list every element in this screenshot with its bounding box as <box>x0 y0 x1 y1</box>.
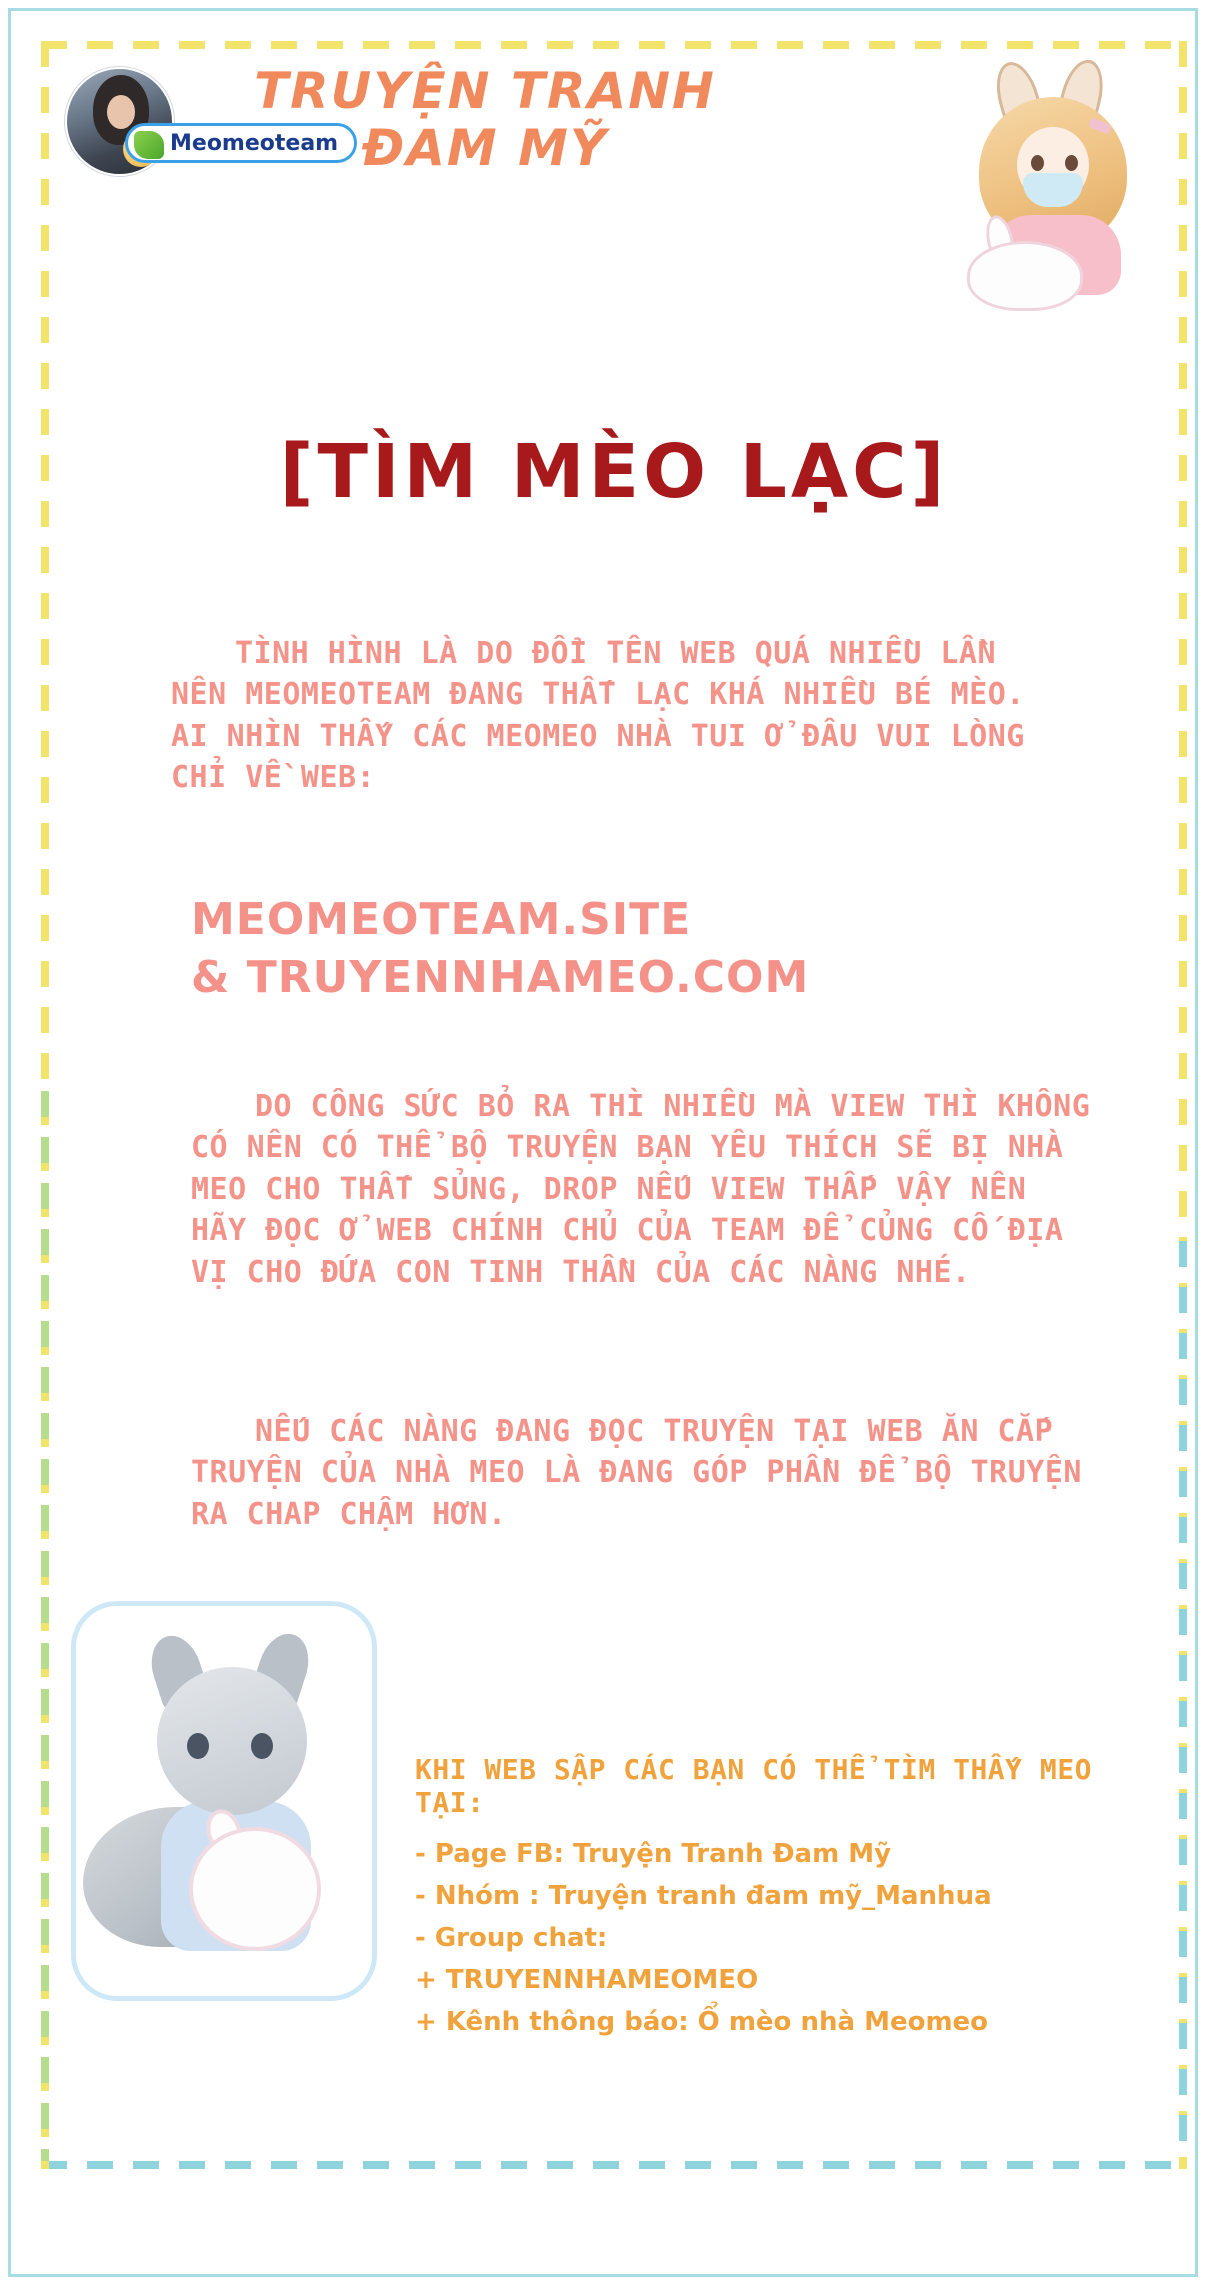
site-links <box>191 891 1091 1007</box>
contact-line: + TRUYENNHAMEOMEO <box>415 1965 759 1996</box>
page-frame <box>8 8 1198 2277</box>
brand-title <box>205 63 765 177</box>
contact-line: - Page FB: Truyện Tranh Đam Mỹ <box>415 1839 892 1869</box>
girl-eye-right <box>1065 155 1078 171</box>
paragraph-intro: TÌNH HÌNH LÀ DO ĐỔI TÊN WEB QUÁ NHIỀU LẦN NÊN MEOMEOTEAM ĐANG THẤT LẠC KHÁ NHIỀU BÉ MÈO. AI NHÌN THẤY CÁC MEOMEO NHÀ TUI Ở ĐÂU VUI LÒNG CHỈ VỀ WEB: <box>171 636 1025 796</box>
leaf-icon <box>134 131 164 159</box>
paragraph-warning: NẾU CÁC NÀNG ĐANG ĐỌC TRUYỆN TẠI WEB ĂN CẮP TRUYỆN CỦA NHÀ MEO LÀ ĐANG GÓP PHẦN ĐỂ BỘ TRUYỆN RA CHAP CHẬM HƠN. <box>191 1414 1082 1532</box>
wolf-eye-right <box>251 1733 273 1759</box>
header <box>55 55 1173 315</box>
avatar-face <box>107 95 135 129</box>
team-name-label: Meomeoteam <box>170 130 339 156</box>
dashed-edge-left-lower <box>41 1091 49 2161</box>
wolf-head <box>157 1667 307 1815</box>
contact-line: + Kênh thông báo: Ổ mèo nhà Meomeo <box>415 2007 989 2038</box>
contact-line: - Nhóm : Truyện tranh đam mỹ_Manhua <box>415 1881 992 1912</box>
girl-illustration <box>943 55 1163 305</box>
contact-block <box>415 1753 1175 2044</box>
page-title: [TÌM MÈO LẠC] <box>279 429 949 515</box>
paragraph-views: DO CÔNG SỨC BỎ RA THÌ NHIỀU MÀ VIEW THÌ KHÔNG CÓ NÊN CÓ THỂ BỘ TRUYỆN BẠN YÊU THÍCH SẼ BỊ NHÀ MEO CHO THẤT SỦNG, DROP NẾU VIEW THẤP VẬY NÊN HÃY ĐỌC Ở WEB CHÍNH CHỦ CỦA TEAM ĐỂ CỦNG CỐ ĐỊA VỊ CHO ĐỨA CON TINH THẦN CỦA CÁC NÀNG NHÉ. <box>191 1089 1091 1290</box>
wolf-eye-left <box>187 1733 209 1759</box>
site-link-primary[interactable]: MEOMEOTEAM.SITE <box>191 894 692 945</box>
brand-title-line-1: TRUYỆN TRANH <box>254 62 716 120</box>
bunny-plush <box>967 241 1083 311</box>
site-link-secondary[interactable]: & TRUYENNHAMEO.COM <box>191 952 810 1004</box>
contact-title: KHI WEB SẬP CÁC BẠN CÓ THỂ TÌM THẤY MEO TẠI: <box>415 1753 1092 1819</box>
wolf-illustration <box>61 1591 381 2011</box>
dashed-edge-top <box>41 41 1187 49</box>
girl-eye-left <box>1031 155 1044 171</box>
contact-line: - Group chat: <box>415 1923 608 1954</box>
dashed-edge-bottom <box>41 2161 1187 2169</box>
dashed-edge-right-lower <box>1179 1241 1187 2161</box>
plush-toy <box>189 1827 321 1951</box>
brand-title-line-2: ĐAM MỸ <box>361 119 609 177</box>
